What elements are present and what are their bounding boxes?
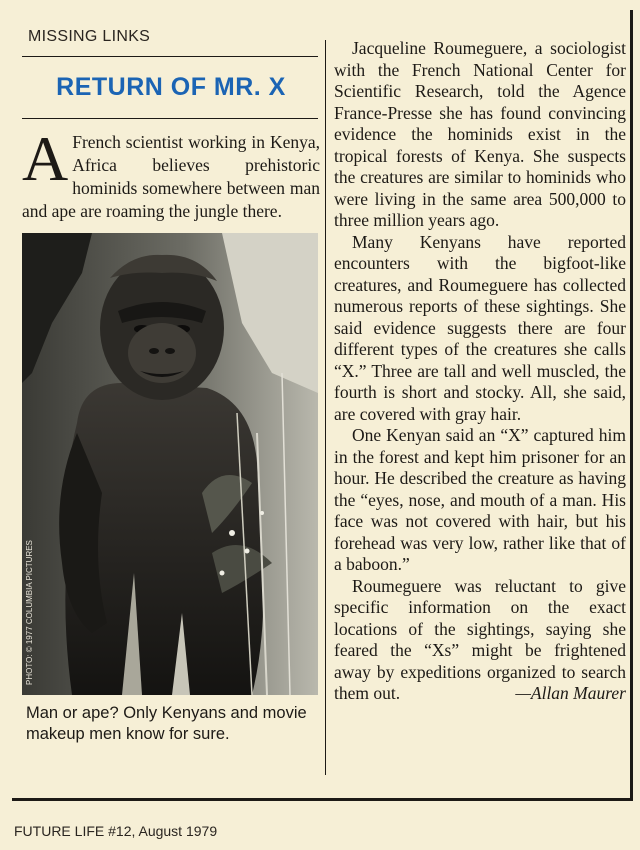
byline: —Allan Maurer bbox=[515, 683, 626, 703]
lead-text: French scientist working in Kenya, Africa believes prehistoric hominids somewhere between man and ape are roaming the jungle there. bbox=[22, 132, 320, 221]
headline: RETURN OF MR. X bbox=[56, 73, 286, 101]
right-column bbox=[334, 38, 626, 705]
photo-caption: Man or ape? Only Kenyans and movie makeup men know for sure. bbox=[26, 704, 307, 743]
column-divider bbox=[325, 40, 326, 775]
headline-rule bbox=[22, 118, 318, 119]
footer-issue-line: FUTURE LIFE #12, August 1979 bbox=[14, 823, 218, 839]
body-paragraph: Jacqueline Roumeguere, a sociologist with the French National Center for Scientific Research, told the Agence France-Presse she has found convincing evidence the hominids exist in the tropical forests of Kenya. She suspects the creatures are similar to hominids who were living in the same area 500,000 to three million years ago. bbox=[334, 38, 626, 230]
creature-photo bbox=[22, 233, 318, 695]
lead-paragraph bbox=[22, 123, 320, 223]
body-paragraph: One Kenyan said an “X” captured him in the forest and kept him prisoner for an hour. He described the creature as having the “eyes, nose, and mouth of a man. His face was not covered with hair, but his forehead was very low, rather like that of a baboon.” bbox=[334, 425, 626, 574]
body-paragraph-text: Roumeguere was reluctant to give specific information on the exact locations of the sightings, saying she feared the “Xs” might be frightened away by expeditions organized to search them out. bbox=[334, 575, 626, 703]
body-paragraph bbox=[334, 576, 626, 705]
top-rule bbox=[22, 56, 318, 57]
section-label: MISSING LINKS bbox=[28, 28, 151, 45]
ape-creature-illustration bbox=[22, 233, 318, 695]
left-column bbox=[22, 22, 320, 745]
photo-credit: PHOTO: © 1977 COLUMBIA PICTURES bbox=[25, 540, 34, 685]
drop-cap: A bbox=[22, 123, 69, 194]
body-paragraph: Many Kenyans have reported encounters with the bigfoot-like creatures, and Roumeguere has collected numerous reports of these sightings. She said evidence suggests there are four different types of the creatures she calls “X.” Three are tall and well muscled, the fourth is short and stocky. All, she said, are covered with gray hair. bbox=[334, 231, 626, 424]
